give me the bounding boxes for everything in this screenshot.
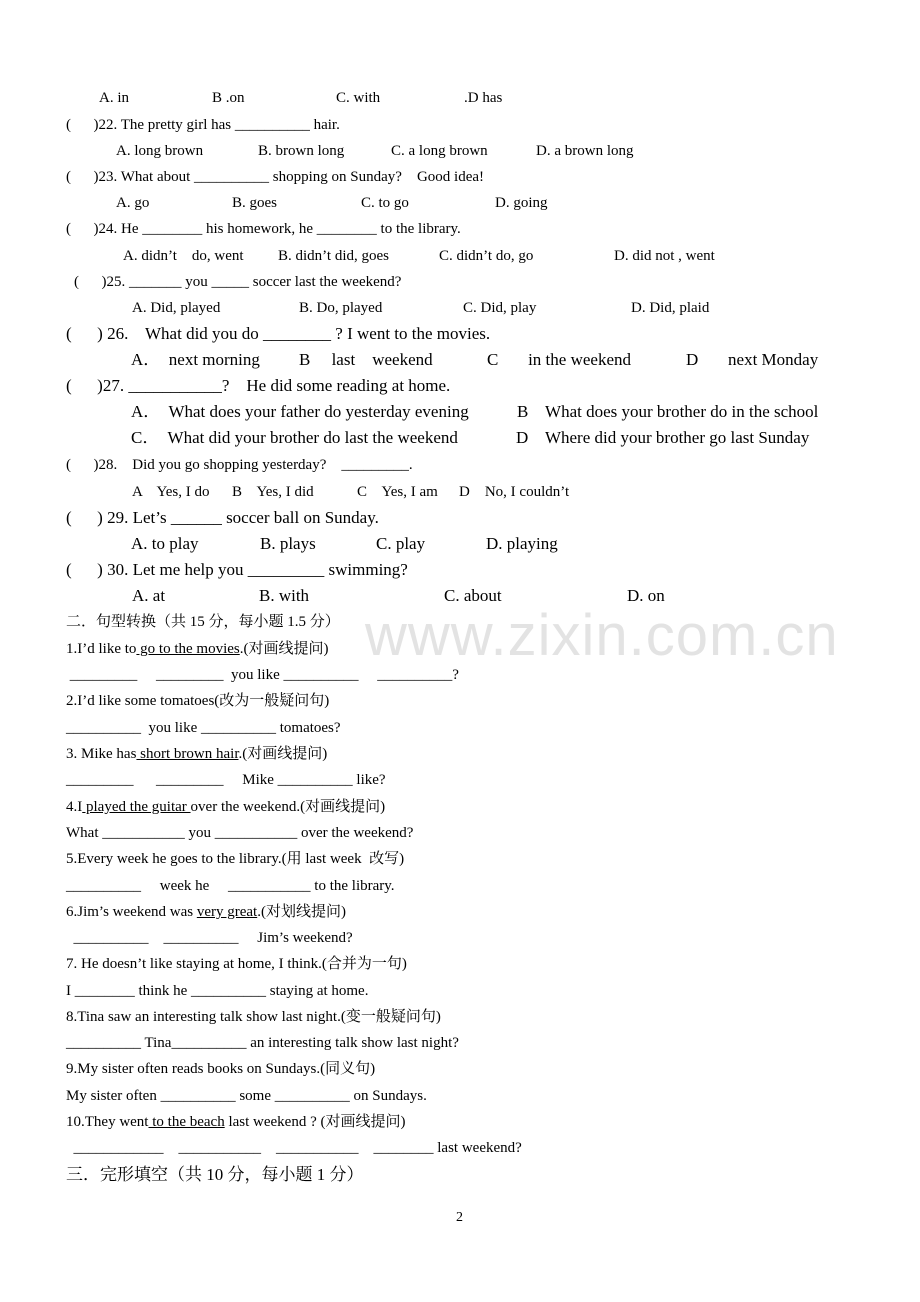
option-d: .D has (464, 90, 503, 106)
option-a: A． What does your father do yesterday evening (131, 402, 469, 421)
answer-line: _________ _________ you like __________ __________? (66, 667, 459, 683)
option-b: B Yes, I did (232, 484, 314, 500)
option-b: B. goes (232, 195, 277, 211)
option-a: A. in (99, 90, 129, 106)
question-stem: ( )28. Did you go shopping yesterday? _________. (66, 457, 413, 473)
option-c: C. with (336, 90, 381, 106)
option-a: A. didn’t do, went (123, 248, 244, 264)
item-prompt: 9.My sister often reads books on Sundays.(同义句) (66, 1061, 376, 1077)
item-prompt: 7. He doesn’t like staying at home, I think.(合并为一句) (66, 956, 407, 972)
option-b: B. Do, played (299, 300, 383, 316)
option-c: C Yes, I am (357, 484, 438, 500)
item-prompt: 6.Jim’s weekend was very great.(对划线提问) (66, 904, 346, 920)
option-b: B. brown long (258, 143, 345, 159)
option-d: D Where did your brother go last Sunday (516, 428, 810, 447)
option-a: A． next morning (131, 350, 260, 369)
question-stem: ( )24. He ________ his homework, he ________ to the library. (66, 221, 461, 237)
answer-line: __________ you like __________ tomatoes? (66, 720, 341, 736)
option-c: C. didn’t do, go (439, 248, 534, 264)
option-d: D. playing (486, 534, 558, 553)
option-d: D No, I couldn’t (459, 484, 570, 500)
option-b: B. plays (260, 534, 316, 553)
option-d: D. going (495, 195, 548, 211)
option-d: D. did not , went (614, 248, 715, 264)
question-stem: ( )23. What about __________ shopping on Sunday? Good idea! (66, 169, 485, 185)
option-a: A. to play (131, 534, 199, 553)
option-d: D. a brown long (536, 143, 634, 159)
option-c: C in the weekend (487, 350, 631, 369)
question-stem: ( ) 30. Let me help you _________ swimming? (66, 560, 408, 579)
answer-line: __________ __________ Jim’s weekend? (66, 930, 353, 946)
option-d: D. on (627, 586, 665, 605)
answer-line: My sister often __________ some __________ on Sundays. (66, 1088, 427, 1104)
option-c: C. play (376, 534, 426, 553)
question-stem: ( )27. ___________? He did some reading at home. (66, 376, 451, 395)
answer-line: __________ Tina__________ an interesting talk show last night? (66, 1035, 459, 1051)
page-number: 2 (456, 1210, 463, 1225)
answer-line: What ___________ you ___________ over the weekend? (66, 825, 414, 841)
option-d: D next Monday (686, 350, 819, 369)
option-a: A. go (116, 195, 150, 211)
option-a: A. at (132, 586, 166, 605)
section-title: 二．句型转换（共 15 分，每小题 1.5 分） (66, 614, 340, 630)
question-stem: ( )25. _______ you _____ soccer last the weekend? (74, 274, 402, 290)
option-a: A. Did, played (132, 300, 221, 316)
question-stem: ( )22. The pretty girl has __________ hair. (66, 117, 340, 133)
option-c: C． What did your brother do last the weekend (131, 428, 458, 447)
answer-line: _________ _________ Mike __________ like? (66, 772, 386, 788)
option-b: B last weekend (299, 350, 433, 369)
option-a: A. long brown (116, 143, 204, 159)
item-prompt: 2.I’d like some tomatoes(改为一般疑问句) (66, 693, 330, 709)
item-prompt: 5.Every week he goes to the library.(用 last week 改写) (66, 851, 405, 867)
section-title: 三．完形填空（共 10 分，每小题 1 分） (66, 1165, 364, 1184)
option-c: C. to go (361, 195, 409, 211)
option-b: B What does your brother do in the school (517, 402, 819, 421)
answer-line: __________ week he ___________ to the library. (66, 878, 395, 894)
option-b: B .on (212, 90, 245, 106)
item-prompt: 10.They went to the beach last weekend ? (对画线提问) (66, 1114, 406, 1130)
item-prompt: 4.I played the guitar over the weekend.(对画线提问) (66, 799, 386, 815)
item-prompt: 3. Mike has short brown hair.(对画线提问) (66, 746, 328, 762)
watermark: www.zixin.com.cn (365, 603, 839, 668)
option-d: D. Did, plaid (631, 300, 710, 316)
option-a: A Yes, I do (132, 484, 210, 500)
question-stem: ( ) 29. Let’s ______ soccer ball on Sunday. (66, 508, 379, 527)
option-b: B. didn’t did, goes (278, 248, 389, 264)
option-b: B. with (259, 586, 310, 605)
item-prompt: 1.I’d like to go to the movies.(对画线提问) (66, 641, 329, 657)
option-c: C. a long brown (391, 143, 488, 159)
answer-line: ____________ ___________ ___________ ________ last weekend? (66, 1140, 522, 1156)
option-c: C. Did, play (463, 300, 537, 316)
question-stem: ( ) 26. What did you do ________ ? I went to the movies. (66, 324, 491, 343)
option-c: C. about (444, 586, 502, 605)
answer-line: I ________ think he __________ staying at home. (66, 983, 369, 999)
item-prompt: 8.Tina saw an interesting talk show last night.(变一般疑问句) (66, 1009, 441, 1025)
